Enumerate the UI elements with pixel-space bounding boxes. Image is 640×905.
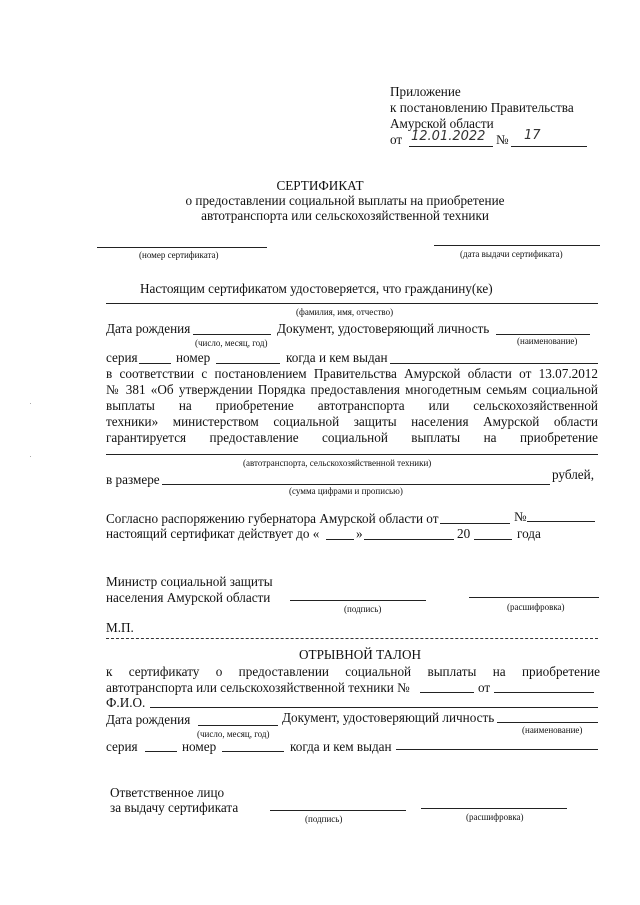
stub-issued-label: когда и кем выдан — [290, 739, 392, 754]
valid-year-field — [474, 539, 512, 540]
fio-field — [106, 303, 598, 304]
appendix-number-value: 17 — [524, 128, 541, 143]
appendix-number-prefix: № — [496, 132, 509, 147]
scan-speck — [30, 403, 31, 404]
responsible-sign-caption: (подпись) — [305, 814, 343, 824]
series-label: серия — [106, 350, 138, 365]
para-line-5: гарантируется предоставление социальной выплаты на приобретение — [106, 430, 598, 445]
stub-document-caption: (наименование) — [522, 725, 583, 735]
responsible-sign-field — [270, 810, 406, 811]
minister-decode-caption: (расшифровка) — [507, 602, 565, 612]
birth-caption: (число, месяц, год) — [195, 338, 268, 348]
certificate-date-field — [434, 245, 600, 246]
para-line-2: № 381 «Об утверждении Порядка предоставления многодетным семьям социальной — [106, 382, 598, 397]
stub-birth-caption: (число, месяц, год) — [197, 729, 270, 739]
vehicle-field — [106, 454, 598, 455]
certificate-subtitle-2: автотранспорта или сельскохозяйственной техники — [201, 208, 489, 223]
issued-field — [390, 363, 598, 364]
stub-line-1: к сертификату о предоставлении социальной выплаты на приобретение — [106, 664, 600, 679]
document-label: Документ, удостоверяющий личность — [277, 321, 490, 336]
minister-sign-caption: (подпись) — [344, 604, 382, 614]
responsible-decode-field — [421, 808, 567, 809]
responsible-line-2: за выдачу сертификата — [110, 800, 239, 815]
amount-unit: рублей, — [552, 467, 595, 482]
fio-caption: (фамилия, имя, отчество) — [296, 307, 394, 317]
birth-label: Дата рождения — [106, 321, 191, 336]
stub-date-field — [494, 692, 594, 693]
minister-line-2: населения Амурской области — [106, 590, 271, 605]
stub-number-field — [420, 692, 474, 693]
certificate-number-field — [97, 247, 267, 248]
valid-day-field — [326, 539, 354, 540]
minister-decode-field — [469, 597, 599, 598]
order-number-label: № — [514, 509, 527, 524]
amount-label: в размере — [106, 472, 160, 487]
valid-year-prefix: 20 — [457, 526, 471, 541]
para-line-1: в соответствии с постановлением Правительства Амурской области от 13.07.2012 — [106, 366, 598, 381]
valid-year-suffix: года — [517, 526, 541, 541]
certificate-subtitle-1: о предоставлении социальной выплаты на приобретение — [185, 193, 505, 208]
amount-caption: (сумма цифрами и прописью) — [289, 486, 403, 496]
issued-label: когда и кем выдан — [286, 350, 388, 365]
stub-series-label: серия — [106, 739, 138, 754]
stub-issued-field — [396, 749, 598, 750]
stub-from-label: от — [478, 680, 491, 695]
minister-sign-field — [290, 600, 426, 601]
stub-birth-field — [198, 725, 278, 726]
valid-month-field — [364, 539, 454, 540]
scan-speck — [30, 456, 31, 457]
appendix-number-underline — [511, 146, 587, 147]
minister-line-1: Министр социальной защиты — [106, 574, 273, 589]
appendix-line-3: Амурской области — [390, 116, 494, 131]
stub-birth-label: Дата рождения — [106, 712, 191, 727]
appendix-date-value: 12.01.2022 — [411, 129, 486, 144]
number-field — [216, 363, 280, 364]
responsible-line-1: Ответственное лицо — [110, 785, 225, 800]
vehicle-caption: (автотранспорта, сельскохозяйственной техники) — [243, 458, 432, 468]
responsible-decode-caption: (расшифровка) — [466, 812, 524, 822]
stub-document-field — [497, 722, 598, 723]
birth-field — [193, 334, 271, 335]
para-line-3: выплаты на приобретение автотранспорта или сельскохозяйственной — [106, 398, 598, 413]
appendix-date-underline — [409, 146, 493, 147]
stub-line-2: автотранспорта или сельскохозяйственной техники № — [106, 680, 410, 695]
appendix-line-2: к постановлению Правительства — [390, 100, 574, 115]
stub-title: ОТРЫВНОЙ ТАЛОН — [299, 647, 421, 662]
stub-number-label: номер — [182, 739, 217, 754]
para-line-4: техники» министерством социальной защиты населения Амурской области — [106, 414, 598, 429]
stub-doc-number-field — [222, 751, 284, 752]
tear-off-line — [106, 638, 598, 639]
stub-series-field — [145, 751, 177, 752]
document-field — [496, 334, 590, 335]
stub-document-label: Документ, удостоверяющий личность — [282, 710, 495, 725]
series-field — [139, 363, 171, 364]
document-caption: (наименование) — [517, 336, 578, 346]
order-label: Согласно распоряжению губернатора Амурской области от — [106, 511, 439, 526]
appendix-line-1: Приложение — [390, 84, 461, 99]
stub-fio-label: Ф.И.О. — [106, 695, 146, 710]
amount-field — [162, 484, 550, 485]
stamp-placeholder: М.П. — [106, 620, 134, 635]
intro-text: Настоящим сертификатом удостоверяется, что гражданину(ке) — [140, 281, 493, 296]
stub-fio-field — [150, 707, 598, 708]
valid-quote: » — [356, 526, 363, 541]
certificate-number-caption: (номер сертификата) — [139, 250, 219, 260]
number-label: номер — [176, 350, 211, 365]
appendix-date-prefix: от — [390, 132, 403, 147]
certificate-date-caption: (дата выдачи сертификата) — [460, 249, 563, 259]
certificate-title: СЕРТИФИКАТ — [276, 178, 364, 193]
valid-label: настоящий сертификат действует до « — [106, 526, 320, 541]
order-date-field — [440, 523, 510, 524]
order-number-field — [527, 521, 595, 522]
